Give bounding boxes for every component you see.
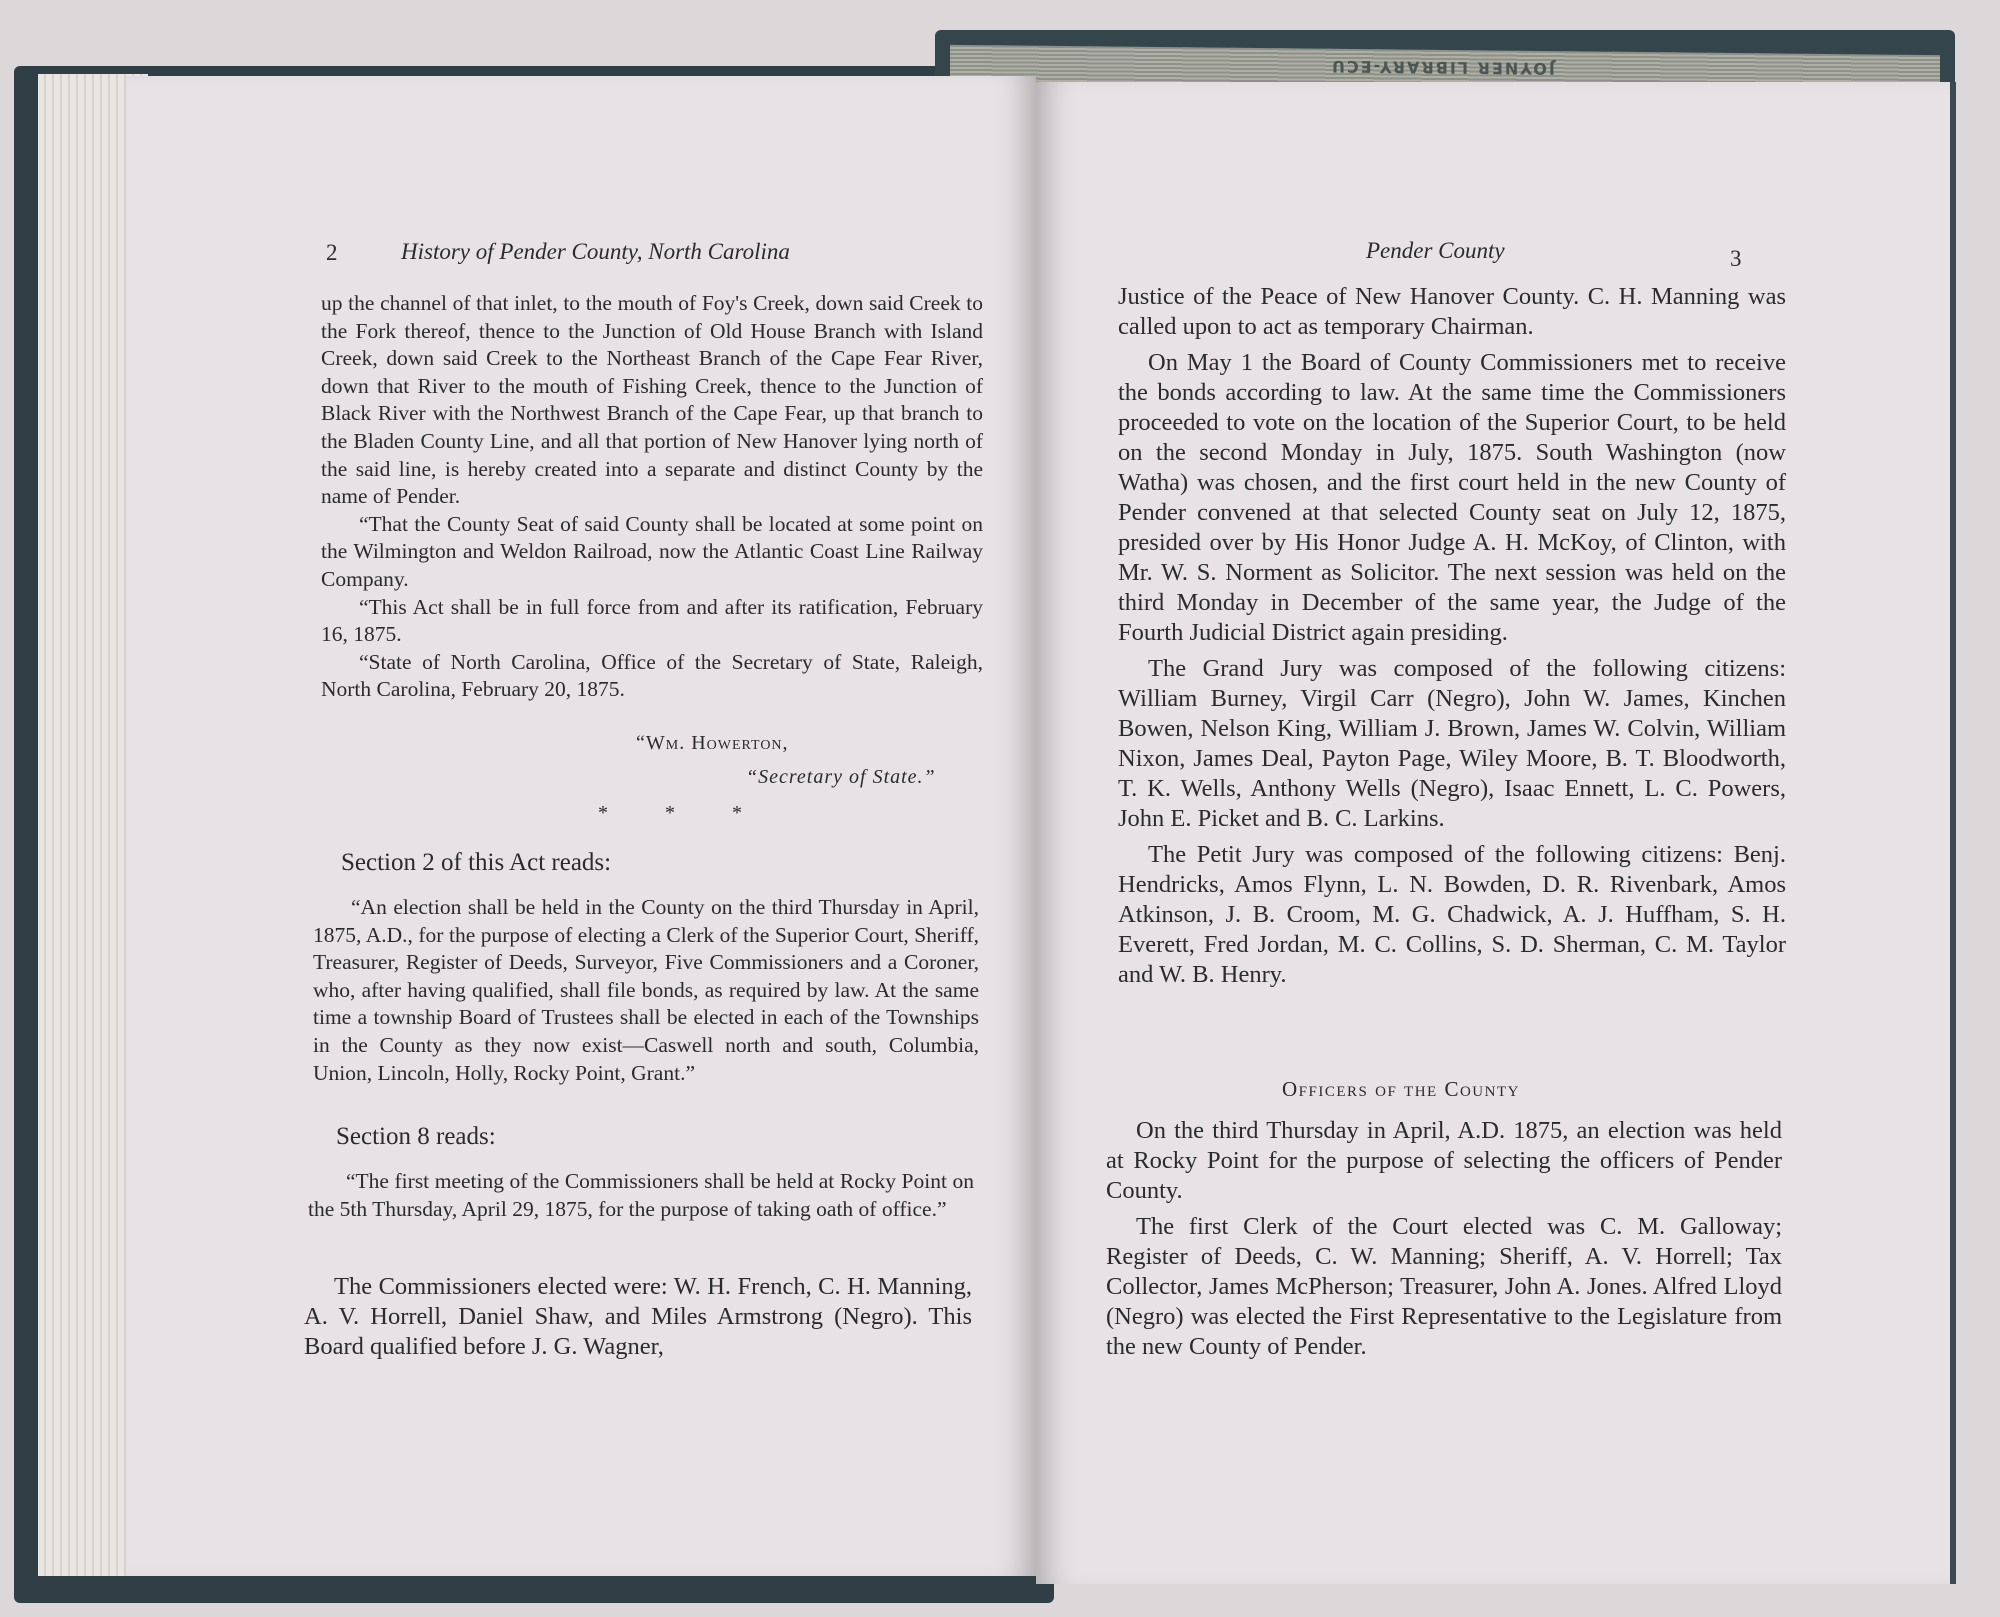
right-paragraph-6: The first Clerk of the Court elected was C. M. Galloway; Register of Deeds, C. W. Manning; Sheriff, A. V. Horrell; Tax Collector, James McPherson; Treasurer, John A. Jones. Alfred Lloyd (Negro) was elected the First Representative to the Legislature from the new County of Pender.: [1106, 1213, 1782, 1360]
section8-text-block: [308, 1168, 974, 1223]
section2-intro: Section 2 of this Act reads:: [341, 849, 612, 876]
right-page: [1036, 82, 1956, 1584]
section-break-stars: * * *: [598, 802, 768, 824]
section-heading-officers: Officers of the County: [1282, 1077, 1520, 1101]
commissioners-paragraph: The Commissioners elected were: W. H. French, C. H. Manning, A. V. Horrell, Daniel Shaw, and Miles Armstrong (Negro). This Board qualified before J. G. Wagner,: [304, 1273, 972, 1360]
running-head-right: Pender County: [1366, 238, 1505, 263]
right-paragraph-5: On the third Thursday in April, A.D. 1875, an election was held at Rocky Point for the purpose of selecting the officers of Pender County.: [1106, 1117, 1782, 1204]
section2-quote: “An election shall be held in the County on the third Thursday in April, 1875, A.D., for the purpose of electing a Clerk of the Superior Court, Sheriff, Treasurer, Register of Deeds, Surveyor, Five Commissioners and a Coroner, who, after having qualified, shall file bonds, as required by law. At the same time a township Board of Trustees shall be elected in each of the Townships in the County as they now exist—Caswell north and south, Columbia, Union, Lincoln, Holly, Rocky Point, Grant.”: [313, 895, 979, 1085]
running-head-left: History of Pender County, North Carolina: [401, 239, 790, 264]
right-text-block-2: [1106, 1116, 1782, 1368]
signature-title: “Secretary of State.”: [746, 766, 936, 788]
section8-block: [336, 1122, 976, 1152]
left-paragraph-2: “That the County Seat of said County shall be located at some point on the Wilmington and Weldon Railroad, now the Atlantic Coast Line Railway Company.: [321, 511, 983, 591]
library-stamp: JOYNER LIBRARY-ECU: [1330, 56, 1555, 79]
signature-name: “Wm. Howerton,: [636, 732, 789, 754]
right-text-block-1: [1118, 282, 1786, 996]
right-paragraph-3: The Grand Jury was composed of the following citizens: William Burney, Virgil Carr (Negro), John W. James, Kinchen Bowen, Nelson King, William J. Brown, James W. Colvin, William Nixon, James Deal, Payton Page, Wiley Moore, B. T. Bloodworth, T. K. Wells, Anthony Wells (Negro), Isaac Ennett, L. C. Powers, John E. Picket and B. C. Larkins.: [1118, 655, 1786, 832]
page-number-right: 3: [1730, 246, 1742, 271]
page-number-left: 2: [326, 240, 338, 265]
section2-text-block: [313, 894, 979, 1087]
section2-block: [341, 848, 981, 878]
section8-intro: Section 8 reads:: [336, 1123, 496, 1150]
right-paragraph-2: On May 1 the Board of County Commissioners met to receive the bonds according to law. At the same time the Commissioners proceeded to vote on the location of the Superior Court, to be held on the second Monday in July, 1875. South Washington (now Watha) was chosen, and the first court held in the new County of Pender convened at that selected County seat on July 12, 1875, presided over by His Honor Judge A. H. McKoy, of Clinton, with Mr. W. S. Norment as Solicitor. The next session was held on the third Monday in December of the same year, the Judge of the Fourth Judicial District again presiding.: [1118, 349, 1786, 646]
right-paragraph-4: The Petit Jury was composed of the following citizens: Benj. Hendricks, Amos Flynn, L. N. Bowden, D. R. Rivenbark, Amos Atkinson, J. B. Croom, M. G. Chadwick, A. J. Huffham, S. H. Everett, Fred Jordan, M. C. Collins, S. D. Sherman, C. M. Taylor and W. B. Henry.: [1118, 841, 1786, 988]
left-paragraph-3: “This Act shall be in full force from and after its ratification, February 16, 1875.: [321, 594, 983, 647]
commissioners-block: [304, 1272, 972, 1368]
left-paragraph-4: “State of North Carolina, Office of the Secretary of State, Raleigh, North Carolina, February 20, 1875.: [321, 649, 983, 702]
left-page: [126, 76, 1036, 1576]
right-paragraph-1: Justice of the Peace of New Hanover County. C. H. Manning was called upon to act as temporary Chairman.: [1118, 283, 1786, 340]
left-text-block-1: [321, 290, 983, 704]
left-paragraph-1: up the channel of that inlet, to the mouth of Foy's Creek, down said Creek to the Fork thereof, thence to the Junction of Old House Branch with Island Creek, down said Creek to the Northeast Branch of the Cape Fear River, down that River to the mouth of Fishing Creek, thence to the Junction of Black River with the Northwest Branch of the Cape Fear, up that branch to the Bladen County Line, and all that portion of New Hanover lying north of the said line, is hereby created into a separate and distinct County by the name of Pender.: [321, 291, 983, 509]
section8-quote: “The first meeting of the Commissioners shall be held at Rocky Point on the 5th Thursday, April 29, 1875, for the purpose of taking oath of office.”: [308, 1169, 974, 1221]
